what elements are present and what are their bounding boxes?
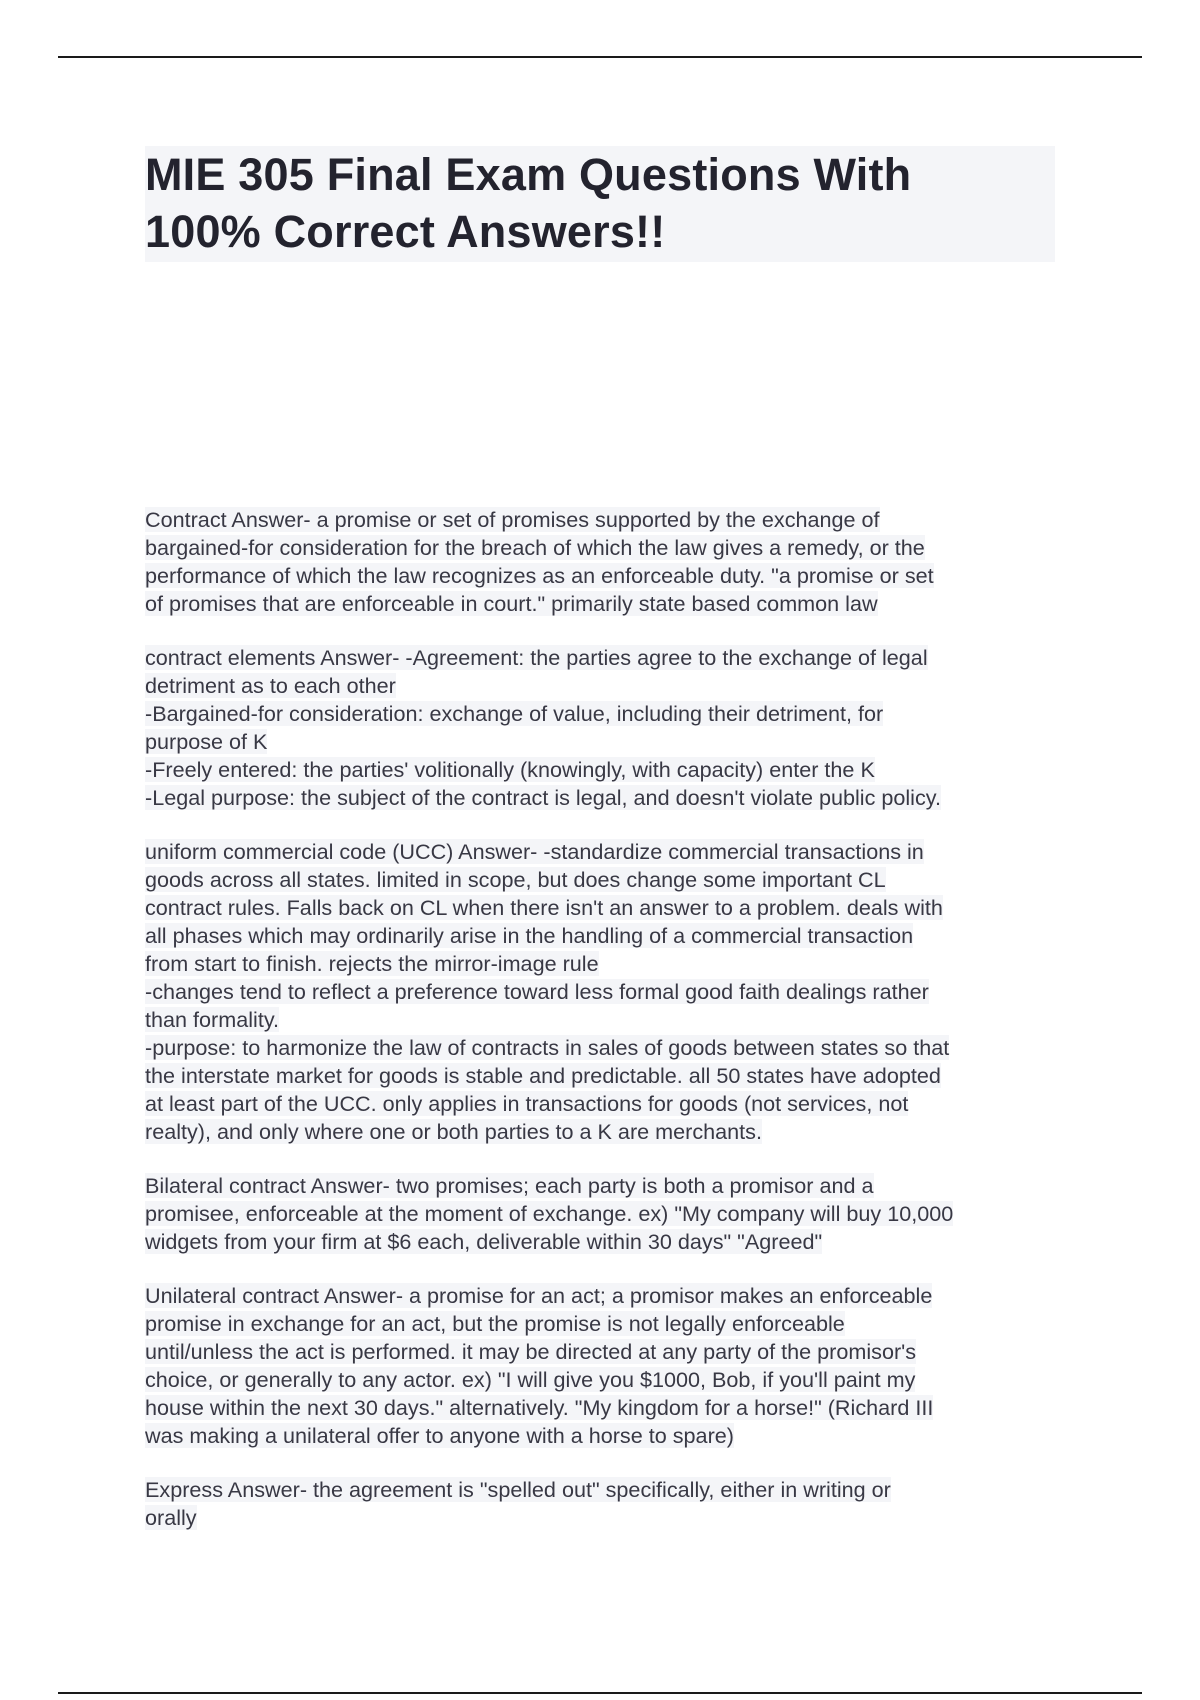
entry-line-text: uniform commercial code (UCC) Answer- -standardize commercial transactions in [145, 839, 924, 864]
entry-line-text: -Bargained-for consideration: exchange of value, including their detriment, for [145, 701, 884, 726]
entry-line-text: detriment as to each other [145, 673, 396, 698]
entry-line-text: of promises that are enforceable in court." primarily state based common law [145, 591, 878, 616]
entry-line [145, 1200, 1070, 1228]
title-line: 100% Correct Answers!! [145, 206, 666, 257]
entry-line [145, 700, 1070, 728]
entry-line-text: orally [145, 1505, 197, 1530]
entry-line [145, 1422, 1070, 1450]
entry-line-text: performance of which the law recognizes as an enforceable duty. "a promise or set [145, 563, 934, 588]
entry-line-text: all phases which may ordinarily arise in the handling of a commercial transaction [145, 923, 914, 948]
entry-line-text: until/unless the act is performed. it may be directed at any party of the promisor's [145, 1339, 917, 1364]
entry-line [145, 1228, 1070, 1256]
entry-line [145, 1034, 1070, 1062]
entry-line [145, 728, 1070, 756]
entry-line [145, 672, 1070, 700]
entry-line [145, 1394, 1070, 1422]
entry-line-text: promise in exchange for an act, but the promise is not legally enforceable [145, 1311, 845, 1336]
entry-line [145, 1338, 1070, 1366]
entry-line [145, 1090, 1070, 1118]
document-body [145, 506, 1070, 1558]
entry-line-text: bargained-for consideration for the breach of which the law gives a remedy, or the [145, 535, 925, 560]
entry-line [145, 534, 1070, 562]
entry-line-text: -Freely entered: the parties' volitionally (knowingly, with capacity) enter the K [145, 757, 875, 782]
title-line: MIE 305 Final Exam Questions With [145, 149, 912, 200]
entry-line-text: at least part of the UCC. only applies in transactions for goods (not services, not [145, 1091, 909, 1116]
document-title-block [145, 146, 1055, 262]
entry-line-text: goods across all states. limited in scope, but does change some important CL [145, 867, 886, 892]
entry-line-text: promisee, enforceable at the moment of exchange. ex) "My company will buy 10,000 [145, 1201, 954, 1226]
entry-line-text: -changes tend to reflect a preference toward less formal good faith dealings rather [145, 979, 929, 1004]
entry-line [145, 1006, 1070, 1034]
entry-line-text: -Legal purpose: the subject of the contract is legal, and doesn't violate public policy. [145, 785, 941, 810]
entry-line [145, 1062, 1070, 1090]
entry-line-text: Bilateral contract Answer- two promises; each party is both a promisor and a [145, 1173, 874, 1198]
entry-line [145, 756, 1070, 784]
entry-line-text: than formality. [145, 1007, 280, 1032]
entry-line-text: Unilateral contract Answer- a promise for an act; a promisor makes an enforceable [145, 1283, 933, 1308]
entry-line [145, 1118, 1070, 1146]
entry-line [145, 506, 1070, 534]
qa-entry [145, 1172, 1070, 1256]
qa-entry [145, 838, 1070, 1146]
entry-line-text: purpose of K [145, 729, 268, 754]
bottom-rule [58, 1692, 1142, 1694]
entry-line [145, 1172, 1070, 1200]
entry-line [145, 644, 1070, 672]
entry-line [145, 1504, 1070, 1532]
entry-line [145, 866, 1070, 894]
document-title [145, 146, 1055, 260]
qa-entry [145, 1476, 1070, 1532]
entry-line-text: realty), and only where one or both parties to a K are merchants. [145, 1119, 762, 1144]
entry-line [145, 1282, 1070, 1310]
entry-line-text: choice, or generally to any actor. ex) "I will give you $1000, Bob, if you'll paint my [145, 1367, 916, 1392]
entry-line [145, 922, 1070, 950]
entry-line [145, 894, 1070, 922]
entry-line-text: was making a unilateral offer to anyone with a horse to spare) [145, 1423, 734, 1448]
top-rule [58, 56, 1142, 58]
entry-line-text: Contract Answer- a promise or set of promises supported by the exchange of [145, 507, 880, 532]
entry-line-text: Express Answer- the agreement is "spelled out" specifically, either in writing or [145, 1477, 891, 1502]
entry-line-text: contract rules. Falls back on CL when there isn't an answer to a problem. deals with [145, 895, 943, 920]
qa-entry [145, 506, 1070, 618]
entry-line [145, 784, 1070, 812]
qa-entry [145, 1282, 1070, 1450]
entry-line-text: widgets from your firm at $6 each, deliverable within 30 days" "Agreed" [145, 1229, 823, 1254]
entry-line-text: -purpose: to harmonize the law of contracts in sales of goods between states so that [145, 1035, 950, 1060]
entry-line [145, 1366, 1070, 1394]
entry-line [145, 978, 1070, 1006]
entry-line-text: contract elements Answer- -Agreement: the parties agree to the exchange of legal [145, 645, 928, 670]
entry-line [145, 838, 1070, 866]
entry-line-text: the interstate market for goods is stable and predictable. all 50 states have adopted [145, 1063, 941, 1088]
entry-line [145, 562, 1070, 590]
qa-entry [145, 644, 1070, 812]
entry-line [145, 1310, 1070, 1338]
entry-line-text: house within the next 30 days." alternatively. "My kingdom for a horse!" (Richard III [145, 1395, 934, 1420]
entry-line [145, 1476, 1070, 1504]
entry-line [145, 950, 1070, 978]
entry-line [145, 590, 1070, 618]
entry-line-text: from start to finish. rejects the mirror-image rule [145, 951, 599, 976]
